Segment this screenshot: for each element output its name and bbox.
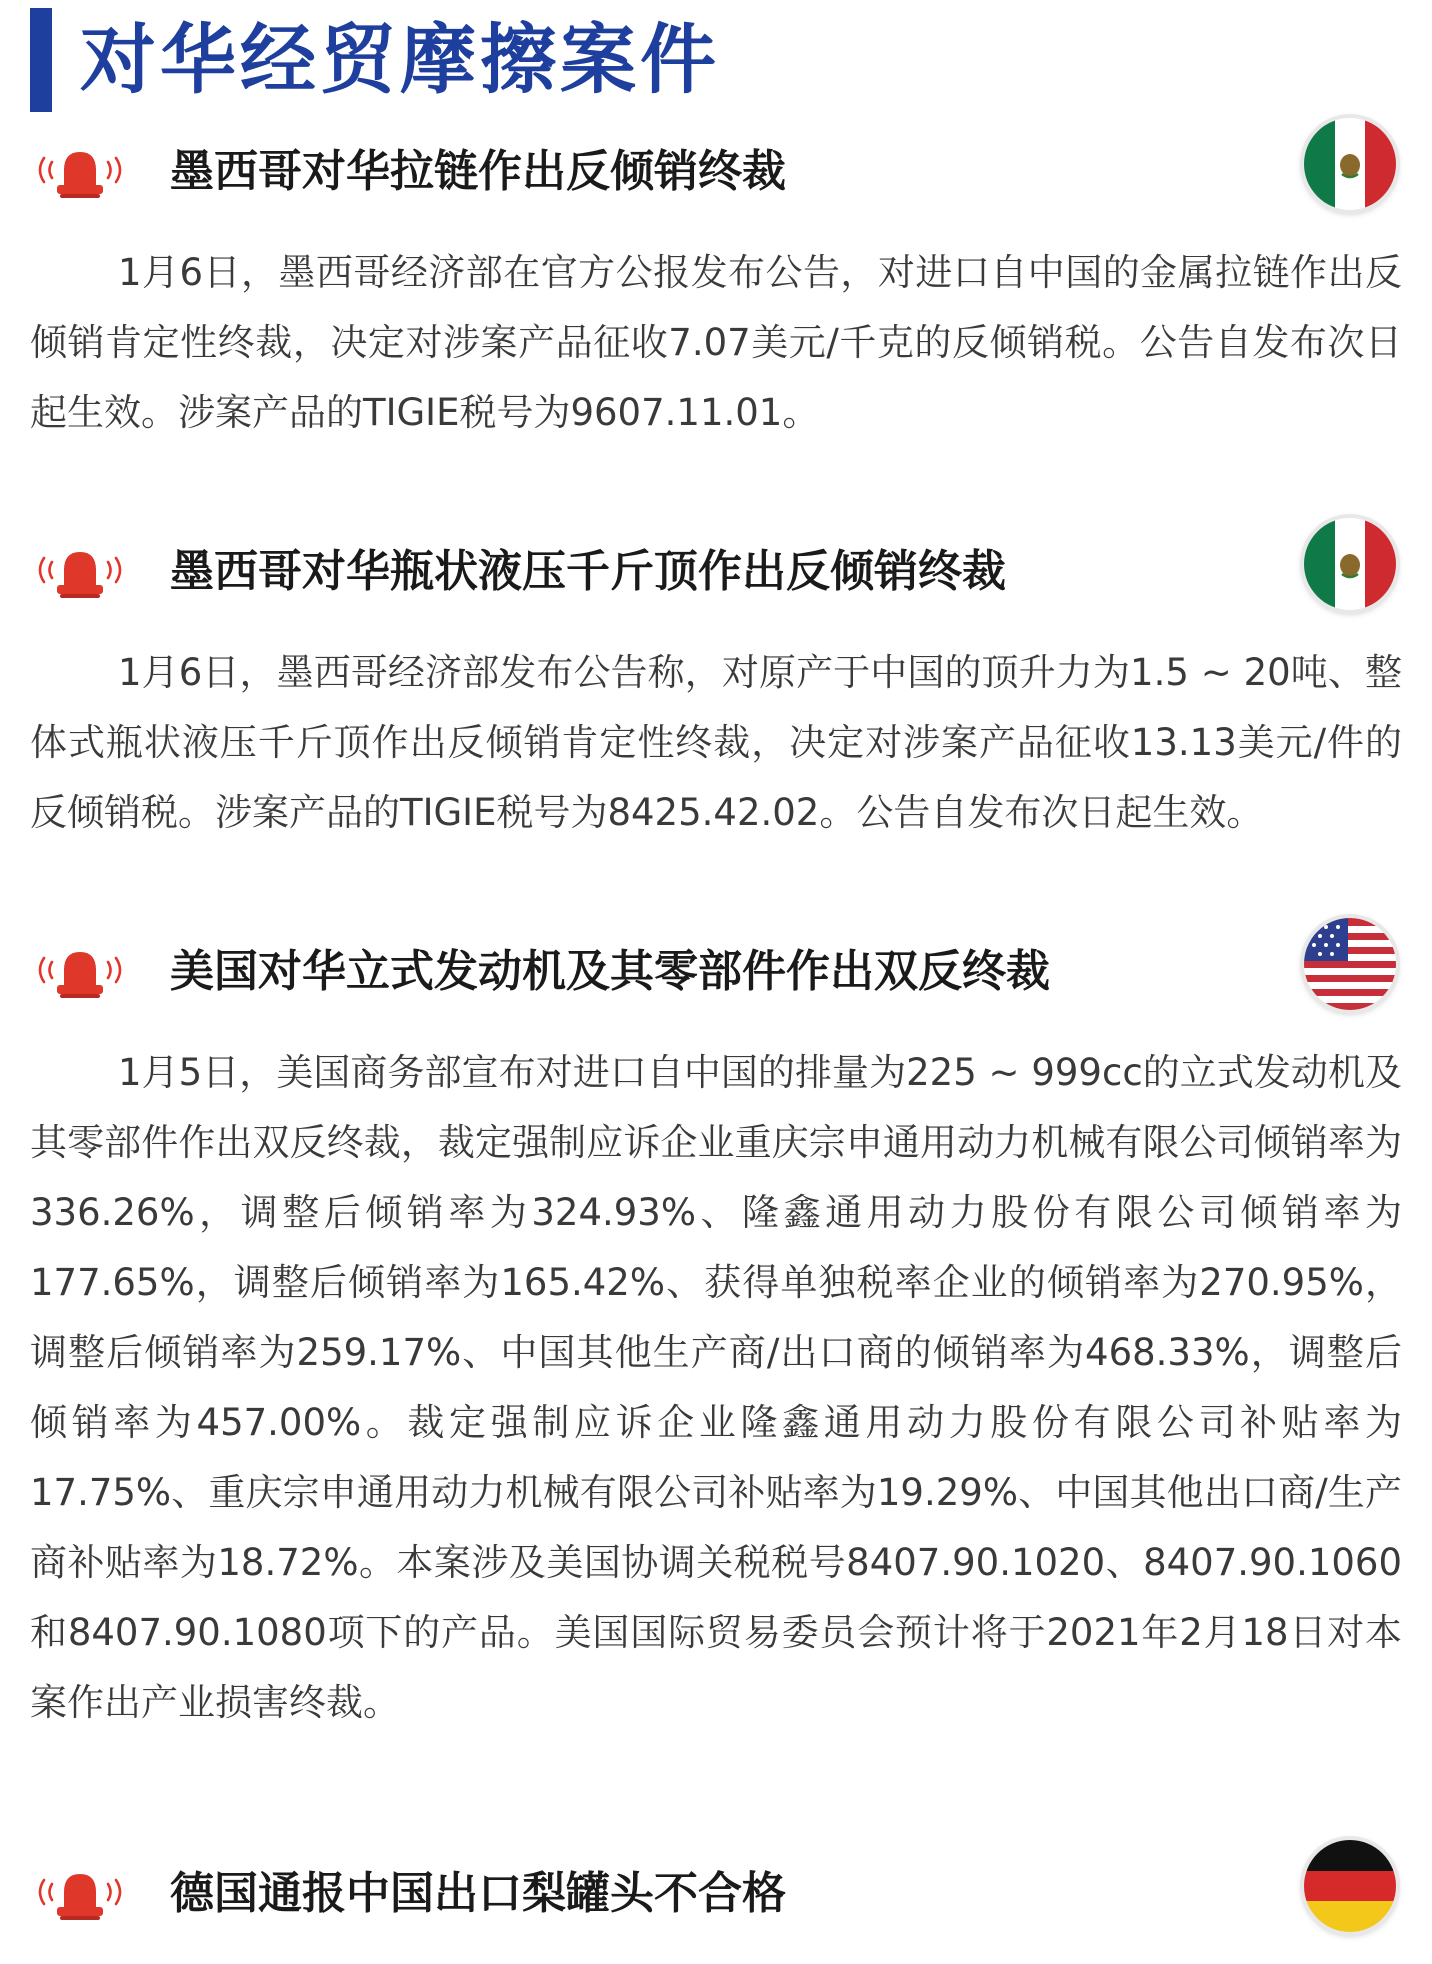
case-title: 美国对华立式发动机及其零部件作出双反终裁	[170, 946, 1050, 997]
case-item	[30, 118, 1402, 434]
case-title: 德国通报中国出口梨罐头不合格	[170, 1868, 786, 1919]
case-header	[30, 1840, 1402, 1950]
case-header	[30, 118, 1402, 228]
section-accent-bar	[30, 8, 52, 112]
case-body: 1月5日，美国商务部宣布对进口自中国的排量为225 ~ 999cc的立式发动机及其零部件作出双反终裁，裁定强制应诉企业重庆宗申通用动力机械有限公司倾销率为336.26%，调整后倾销率为324.93%、隆鑫通用动力股份有限公司倾销率为177.65%，调整后倾销率为165.42%、获得单独税率企业的倾销率为270.95%，调整后倾销率为259.17%、中国其他生产商/出口商的倾销率为468.33%，调整后倾销率为457.00%。裁定强制应诉企业隆鑫通用动力股份有限公司补贴率为17.75%、重庆宗申通用动力机械有限公司补贴率为19.29%、中国其他出口商/生产商补贴率为18.72%。本案涉及美国协调关税税号8407.90.1020、8407.90.1060和8407.90.1080项下的产品。美国国际贸易委员会预计将于2021年2月18日对本案作出产业损害终裁。	[30, 1051, 1402, 1724]
case-title: 墨西哥对华拉链作出反倾销终裁	[170, 146, 786, 197]
case-title: 墨西哥对华瓶状液压千斤顶作出反倾销终裁	[170, 546, 1006, 597]
section-header	[30, 8, 720, 112]
alarm-icon	[30, 1862, 130, 1922]
usa-flag-icon	[1304, 918, 1396, 1010]
case-header	[30, 518, 1402, 628]
alarm-icon	[30, 540, 130, 600]
case-body: 1月6日，墨西哥经济部在官方公报发布公告，对进口自中国的金属拉链作出反倾销肯定性终裁，决定对涉案产品征收7.07美元/千克的反倾销税。公告自发布次日起生效。涉案产品的TIGIE税号为9607.11.01。	[30, 251, 1402, 434]
case-item	[30, 518, 1402, 834]
mexico-flag-icon	[1304, 118, 1396, 210]
germany-flag-icon	[1304, 1840, 1396, 1932]
case-item	[30, 1840, 1402, 1950]
case-item	[30, 918, 1402, 1724]
alarm-icon	[30, 140, 130, 200]
alarm-icon	[30, 940, 130, 1000]
section-title: 对华经贸摩擦案件	[80, 15, 720, 104]
mexico-flag-icon	[1304, 518, 1396, 610]
case-header	[30, 918, 1402, 1028]
case-body: 1月6日，墨西哥经济部发布公告称，对原产于中国的顶升力为1.5 ~ 20吨、整体式瓶状液压千斤顶作出反倾销肯定性终裁，决定对涉案产品征收13.13美元/件的反倾销税。涉案产品的TIGIE税号为8425.42.02。公告自发布次日起生效。	[30, 651, 1402, 834]
